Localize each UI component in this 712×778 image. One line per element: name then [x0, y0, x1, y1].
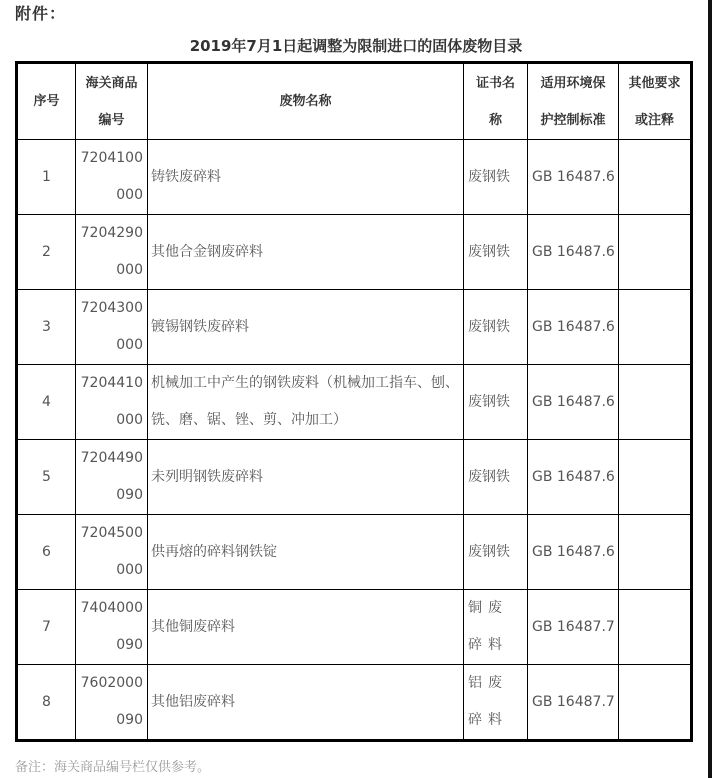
header-notes: 其他要求 或注释 [619, 63, 692, 140]
header-standard: 适用环境保 护控制标准 [528, 63, 619, 140]
header-customs-code: 海关商品 编号 [76, 63, 148, 140]
table-header-row [17, 63, 692, 140]
row-index: 6 [17, 515, 76, 590]
restricted-waste-table [15, 61, 693, 742]
row-index: 7 [17, 590, 76, 665]
waste-name: 铸铁废碎料 [148, 140, 464, 215]
customs-code: 7204410 000 [76, 365, 148, 440]
waste-name: 其他合金钢废碎料 [148, 215, 464, 290]
certificate-name: 废钢铁 [464, 365, 528, 440]
standard: GB 16487.6 [528, 140, 619, 215]
header-index: 序号 [17, 63, 76, 140]
certificate-name: 废钢铁 [464, 215, 528, 290]
standard: GB 16487.7 [528, 590, 619, 665]
customs-code: 7602000 090 [76, 665, 148, 741]
table-row [17, 665, 692, 741]
note [619, 290, 692, 365]
note [619, 440, 692, 515]
row-index: 1 [17, 140, 76, 215]
standard: GB 16487.6 [528, 215, 619, 290]
waste-name: 其他铝废碎料 [148, 665, 464, 741]
attachment-label: 附件： [15, 4, 67, 23]
footnote: 备注：海关商品编号栏仅供参考。 [15, 760, 211, 775]
note [619, 665, 692, 741]
waste-name: 机械加工中产生的钢铁废料（机械加工指车、刨、铣、磨、锯、锉、剪、冲加工） [148, 365, 464, 440]
certificate-name: 铜废碎料 [464, 590, 528, 665]
waste-name: 其他铜废碎料 [148, 590, 464, 665]
table-row [17, 515, 692, 590]
certificate-name: 废钢铁 [464, 440, 528, 515]
page-edge-divider [708, 0, 712, 778]
document-title: 2019年7月1日起调整为限制进口的固体废物目录 [189, 37, 523, 55]
row-index: 8 [17, 665, 76, 741]
standard: GB 16487.6 [528, 515, 619, 590]
customs-code: 7204100 000 [76, 140, 148, 215]
customs-code: 7204290 000 [76, 215, 148, 290]
row-index: 5 [17, 440, 76, 515]
certificate-name: 铝废碎料 [464, 665, 528, 741]
note [619, 140, 692, 215]
customs-code: 7204500 000 [76, 515, 148, 590]
row-index: 3 [17, 290, 76, 365]
standard: GB 16487.6 [528, 440, 619, 515]
waste-name: 未列明钢铁废碎料 [148, 440, 464, 515]
table-row [17, 590, 692, 665]
row-index: 4 [17, 365, 76, 440]
standard: GB 16487.6 [528, 365, 619, 440]
table-row [17, 365, 692, 440]
table-row [17, 290, 692, 365]
note [619, 365, 692, 440]
note [619, 590, 692, 665]
certificate-name: 废钢铁 [464, 515, 528, 590]
customs-code: 7404000 090 [76, 590, 148, 665]
customs-code: 7204490 090 [76, 440, 148, 515]
waste-name: 镀锡钢铁废碎料 [148, 290, 464, 365]
customs-code: 7204300 000 [76, 290, 148, 365]
table-row [17, 440, 692, 515]
table-row [17, 215, 692, 290]
note [619, 215, 692, 290]
standard: GB 16487.7 [528, 665, 619, 741]
certificate-name: 废钢铁 [464, 290, 528, 365]
note [619, 515, 692, 590]
waste-name: 供再熔的碎料钢铁锭 [148, 515, 464, 590]
header-waste-name: 废物名称 [148, 63, 464, 140]
table-row [17, 140, 692, 215]
header-certificate-name: 证书名 称 [464, 63, 528, 140]
certificate-name: 废钢铁 [464, 140, 528, 215]
row-index: 2 [17, 215, 76, 290]
standard: GB 16487.6 [528, 290, 619, 365]
